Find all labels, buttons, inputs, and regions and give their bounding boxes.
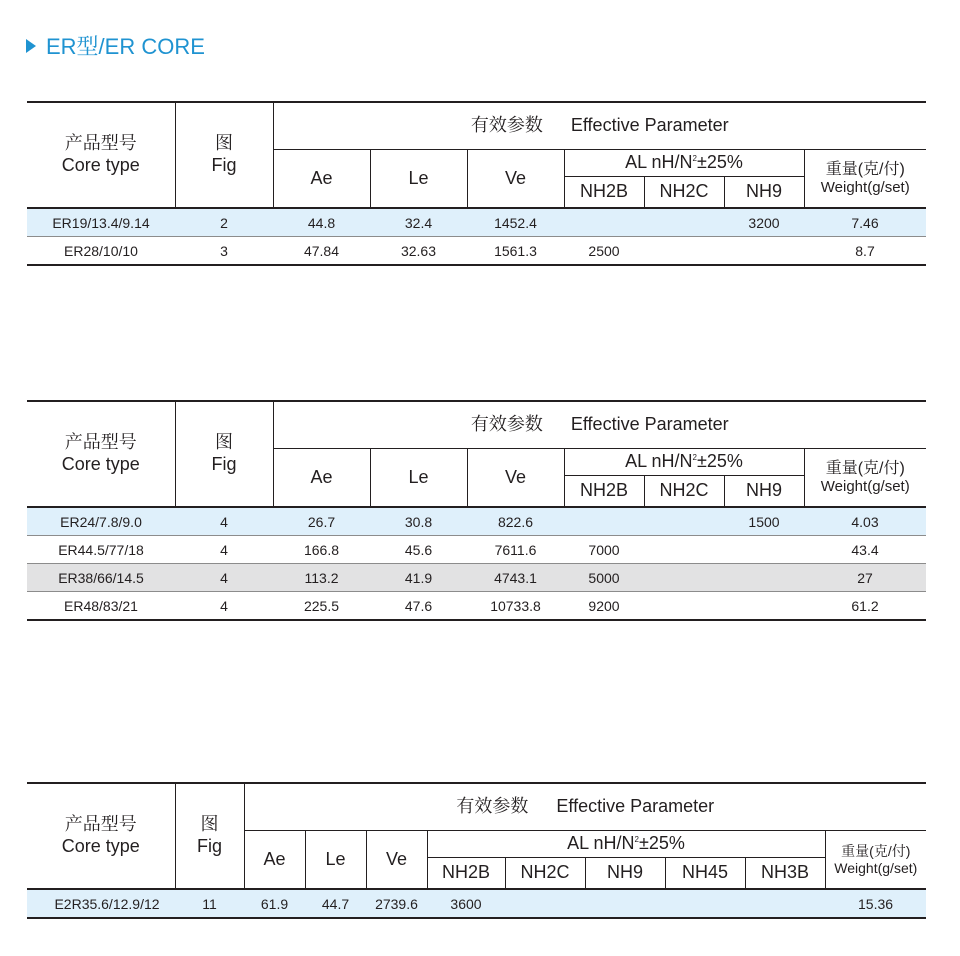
weight-header: 重量(克/付) Weight(g/set) [804,150,926,209]
weight-cell: 8.7 [804,237,926,266]
weight-header: 重量(克/付) Weight(g/set) [825,831,926,890]
al-cell [745,889,825,918]
effective-parameter-header: 有效参数 Effective Parameter [273,401,926,449]
le-cell: 47.6 [370,592,467,621]
er-core-table-3 [27,782,926,919]
ae-cell: 47.84 [273,237,370,266]
al-cell: 9200 [564,592,644,621]
al-cell: 3600 [427,889,505,918]
al-cell [505,889,585,918]
grade-header: NH2C [644,476,724,508]
weight-cell: 4.03 [804,507,926,536]
core-type-cell: ER28/10/10 [27,237,175,266]
ae-cell: 61.9 [244,889,305,918]
core-type-header: 产品型号 Core type [27,401,175,507]
ae-cell: 113.2 [273,564,370,592]
table-row [27,889,926,918]
ve-cell: 822.6 [467,507,564,536]
grade-header: NH45 [665,858,745,890]
weight-header: 重量(克/付) Weight(g/set) [804,449,926,508]
grade-header: NH9 [724,177,804,209]
al-cell: 1500 [724,507,804,536]
le-header: Le [370,449,467,508]
al-cell: 5000 [564,564,644,592]
al-cell: 7000 [564,536,644,564]
al-cell [724,592,804,621]
ve-cell: 4743.1 [467,564,564,592]
table-row [27,507,926,536]
fig-cell: 2 [175,208,273,237]
le-cell: 32.63 [370,237,467,266]
fig-header: 图 Fig [175,102,273,208]
grade-header: NH9 [585,858,665,890]
le-cell: 30.8 [370,507,467,536]
le-cell: 41.9 [370,564,467,592]
al-cell [585,889,665,918]
ae-header: Ae [244,831,305,890]
al-cell: 2500 [564,237,644,266]
al-header: AL $nH/N^2\pm 25\%$ [564,449,804,476]
le-cell: 44.7 [305,889,366,918]
core-type-cell: ER48/83/21 [27,592,175,621]
weight-cell: 43.4 [804,536,926,564]
core-type-header: 产品型号 Core type [27,783,175,889]
fig-cell: 11 [175,889,244,918]
grade-header: NH2B [427,858,505,890]
fig-cell: 4 [175,592,273,621]
le-cell: 45.6 [370,536,467,564]
fig-header: 图 Fig [175,783,244,889]
grade-header: NH2C [644,177,724,209]
er-core-table-1 [27,101,926,266]
ve-header: Ve [366,831,427,890]
al-cell [644,592,724,621]
table-row [27,237,926,266]
al-cell [644,507,724,536]
fig-header: 图 Fig [175,401,273,507]
ae-header: Ae [273,449,370,508]
ae-cell: 166.8 [273,536,370,564]
al-cell [665,889,745,918]
le-header: Le [370,150,467,209]
weight-cell: 15.36 [825,889,926,918]
core-type-cell: ER38/66/14.5 [27,564,175,592]
ve-header: Ve [467,150,564,209]
core-type-header: 产品型号 Core type [27,102,175,208]
ve-cell: 1561.3 [467,237,564,266]
al-cell [644,564,724,592]
effective-parameter-header: 有效参数 Effective Parameter [244,783,926,831]
er-core-table-2 [27,400,926,621]
table-row [27,208,926,237]
ve-header: Ve [467,449,564,508]
grade-header: NH2B [564,476,644,508]
ae-header: Ae [273,150,370,209]
al-cell [564,208,644,237]
al-cell: 3200 [724,208,804,237]
al-cell [724,237,804,266]
le-header: Le [305,831,366,890]
core-type-cell: E2R35.6/12.9/12 [27,889,175,918]
grade-header: NH2B [564,177,644,209]
weight-cell: 61.2 [804,592,926,621]
fig-cell: 4 [175,536,273,564]
ae-cell: 44.8 [273,208,370,237]
table-row [27,592,926,621]
triangle-bullet-icon [26,39,36,53]
ae-cell: 26.7 [273,507,370,536]
fig-cell: 4 [175,507,273,536]
fig-cell: 4 [175,564,273,592]
le-cell: 32.4 [370,208,467,237]
core-type-cell: ER44.5/77/18 [27,536,175,564]
al-cell [564,507,644,536]
al-cell [724,536,804,564]
fig-cell: 3 [175,237,273,266]
al-cell [644,237,724,266]
weight-cell: 27 [804,564,926,592]
ve-cell: 7611.6 [467,536,564,564]
table-row [27,564,926,592]
al-header: AL $nH/N^2\pm 25\%$ [564,150,804,177]
ae-cell: 225.5 [273,592,370,621]
grade-header: NH2C [505,858,585,890]
core-type-cell: ER24/7.8/9.0 [27,507,175,536]
al-cell [644,536,724,564]
ve-cell: 1452.4 [467,208,564,237]
grade-header: NH3B [745,858,825,890]
al-cell [644,208,724,237]
core-type-cell: ER19/13.4/9.14 [27,208,175,237]
effective-parameter-header: 有效参数 Effective Parameter [273,102,926,150]
page-title: ER型/ER CORE [46,34,205,59]
table-row [27,536,926,564]
ve-cell: 10733.8 [467,592,564,621]
ve-cell: 2739.6 [366,889,427,918]
section-title [26,30,205,61]
al-cell [724,564,804,592]
weight-cell: 7.46 [804,208,926,237]
grade-header: NH9 [724,476,804,508]
al-header: AL $nH/N^2\pm 25\%$ [427,831,825,858]
